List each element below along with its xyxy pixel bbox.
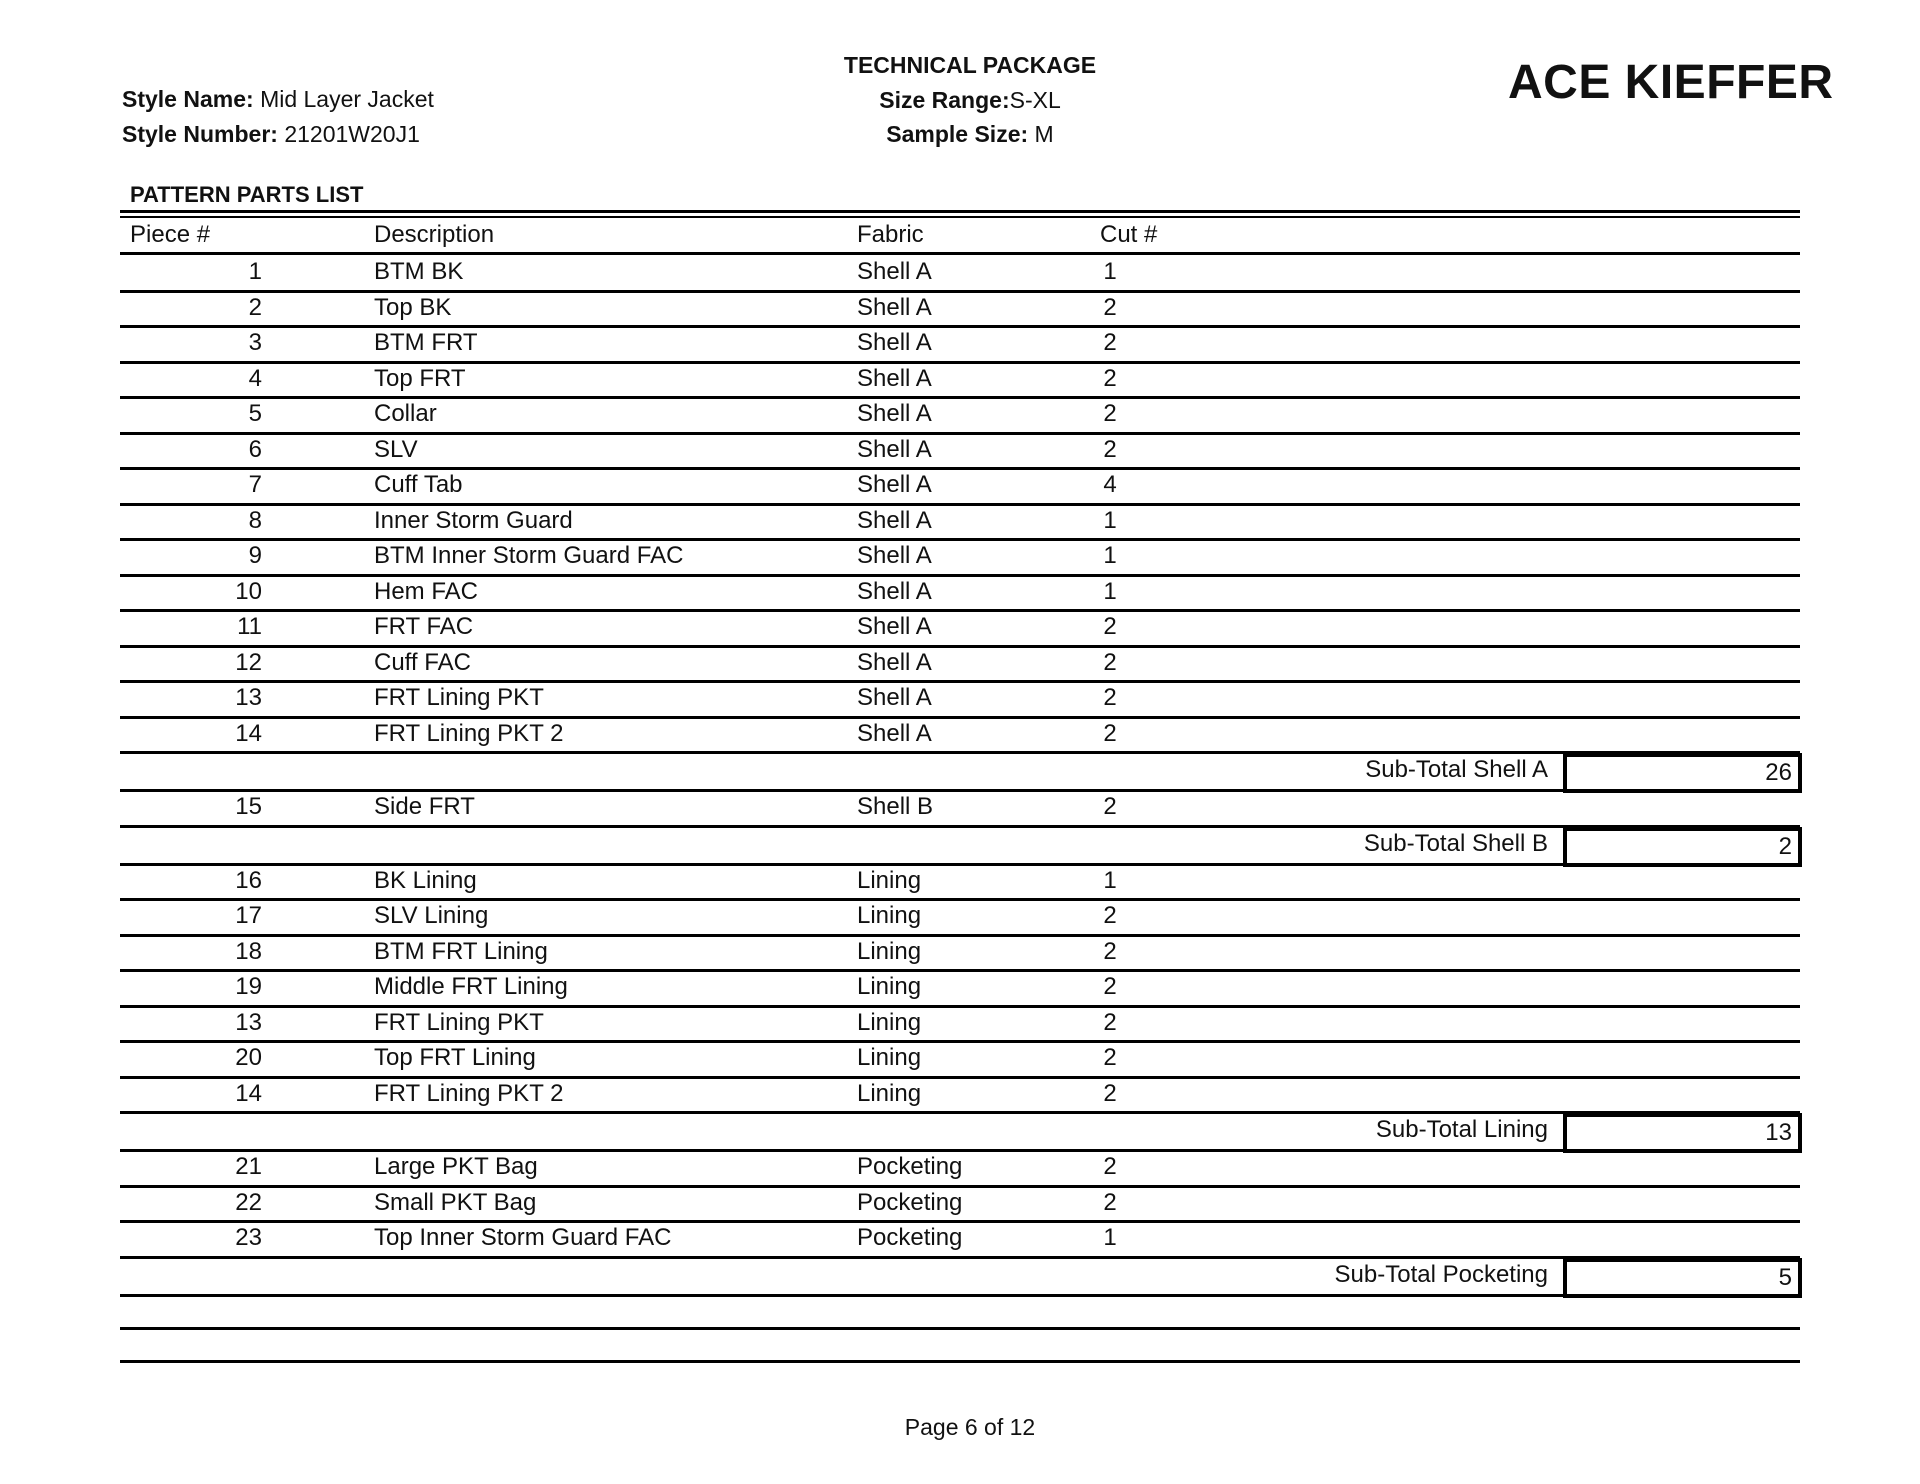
pattern-parts-table <box>120 210 1800 1340</box>
subtotal-label: Sub-Total Pocketing <box>1334 1260 1548 1288</box>
brand-logo: ACE KIEFFER <box>1508 56 1834 109</box>
piece-cell: 23 <box>235 1224 262 1251</box>
description-cell: BTM BK <box>374 258 464 285</box>
piece-cell: 9 <box>248 542 262 569</box>
table-row <box>120 539 1800 574</box>
subtotal-label: Sub-Total Shell B <box>1363 829 1548 857</box>
table-row <box>120 468 1800 503</box>
table-row <box>120 681 1800 716</box>
piece-cell: 6 <box>248 435 262 463</box>
table-row <box>120 326 1800 361</box>
cut-cell: 1 <box>1103 1224 1117 1251</box>
fabric-cell: Shell A <box>857 364 932 392</box>
table-row <box>120 1077 1800 1112</box>
style-name-value: Mid Layer Jacket <box>260 86 434 112</box>
style-number-value: 21201W20J1 <box>284 121 420 147</box>
table-row <box>120 935 1800 970</box>
piece-cell: 3 <box>248 329 262 356</box>
table-row <box>120 970 1800 1005</box>
cut-cell: 2 <box>1103 364 1117 392</box>
sample-size-label: Sample Size: <box>886 121 1029 147</box>
piece-cell: 14 <box>235 719 262 747</box>
cut-cell: 1 <box>1103 866 1117 894</box>
piece-cell: 10 <box>235 577 262 605</box>
table-row <box>120 1041 1800 1076</box>
row-rule <box>120 1360 1800 1363</box>
description-cell: Top FRT Lining <box>374 1044 536 1071</box>
table-row <box>120 433 1800 468</box>
fabric-cell: Lining <box>857 1044 922 1071</box>
description-cell: Top Inner Storm Guard FAC <box>374 1224 672 1251</box>
fabric-cell: Shell A <box>857 684 932 711</box>
subtotal-value-box <box>1563 1113 1802 1153</box>
description-cell: FRT Lining PKT <box>374 1008 544 1036</box>
table-row <box>120 899 1800 934</box>
style-name-label: Style Name: <box>122 86 254 112</box>
piece-cell: 14 <box>235 1079 262 1107</box>
cut-cell: 2 <box>1103 648 1117 676</box>
description-cell: BK Lining <box>374 866 477 894</box>
fabric-cell: Shell A <box>857 542 932 569</box>
cut-cell: 2 <box>1103 1079 1117 1107</box>
table-row <box>120 1150 1800 1185</box>
fabric-cell: Lining <box>857 1008 922 1036</box>
table-row <box>120 790 1800 825</box>
description-cell: Middle FRT Lining <box>374 973 568 1000</box>
piece-cell: 13 <box>235 1008 262 1036</box>
sample-size-line <box>0 121 1920 148</box>
subtotal-value-box <box>1563 827 1802 867</box>
description-cell: FRT Lining PKT 2 <box>374 719 564 747</box>
piece-cell: 22 <box>235 1188 262 1216</box>
subtotal-value-box <box>1563 1258 1802 1298</box>
piece-cell: 4 <box>248 364 262 392</box>
cut-cell: 1 <box>1103 506 1117 534</box>
piece-cell: 15 <box>235 793 262 820</box>
fabric-cell: Pocketing <box>857 1153 963 1180</box>
description-cell: BTM Inner Storm Guard FAC <box>374 542 684 569</box>
description-cell: Side FRT <box>374 793 475 820</box>
description-cell: Small PKT Bag <box>374 1188 537 1216</box>
size-range-label: Size Range: <box>879 87 1010 113</box>
table-row <box>120 504 1800 539</box>
description-cell: Top BK <box>374 293 452 321</box>
piece-cell: 13 <box>235 684 262 711</box>
cut-cell: 1 <box>1103 542 1117 569</box>
piece-cell: 8 <box>248 506 262 534</box>
sample-size-value: M <box>1034 121 1054 147</box>
description-cell: FRT FAC <box>374 613 474 640</box>
fabric-cell: Lining <box>857 902 922 929</box>
description-cell: Cuff Tab <box>374 471 463 498</box>
description-cell: Top FRT <box>374 364 466 392</box>
subtotal-row <box>120 1112 1800 1149</box>
piece-cell: 16 <box>235 866 262 894</box>
cut-cell: 2 <box>1103 1044 1117 1071</box>
piece-cell: 17 <box>235 902 262 929</box>
cut-cell: 2 <box>1103 613 1117 640</box>
cut-cell: 2 <box>1103 719 1117 747</box>
piece-cell: 19 <box>235 973 262 1000</box>
cut-cell: 4 <box>1103 471 1117 498</box>
column-header-cut: Cut # <box>1100 221 1158 248</box>
description-cell: BTM FRT <box>374 329 478 356</box>
fabric-cell: Shell A <box>857 506 932 534</box>
table-row <box>120 646 1800 681</box>
description-cell: BTM FRT Lining <box>374 937 548 965</box>
cut-cell: 1 <box>1103 258 1117 285</box>
description-cell: Inner Storm Guard <box>374 506 573 534</box>
description-cell: SLV Lining <box>374 902 489 929</box>
subtotal-value-box <box>1563 753 1802 793</box>
cut-cell: 2 <box>1103 329 1117 356</box>
description-cell: Large PKT Bag <box>374 1153 538 1180</box>
description-cell: Hem FAC <box>374 577 479 605</box>
cut-cell: 2 <box>1103 1153 1117 1180</box>
cut-cell: 2 <box>1103 435 1117 463</box>
fabric-cell: Shell A <box>857 293 932 321</box>
piece-cell: 7 <box>248 471 262 498</box>
doc-title: TECHNICAL PACKAGE <box>843 52 1097 78</box>
subtotal-row <box>120 826 1800 863</box>
piece-cell: 11 <box>237 613 262 640</box>
cut-cell: 2 <box>1103 902 1117 929</box>
cut-cell: 2 <box>1103 400 1117 427</box>
fabric-cell: Lining <box>857 1079 922 1107</box>
description-cell: FRT Lining PKT <box>374 684 544 711</box>
description-cell: FRT Lining PKT 2 <box>374 1079 564 1107</box>
blank-row <box>120 1328 1800 1360</box>
table-row <box>120 717 1800 752</box>
fabric-cell: Shell A <box>857 435 932 463</box>
piece-cell: 20 <box>235 1044 262 1071</box>
cut-cell: 2 <box>1103 793 1117 820</box>
table-row <box>120 1186 1800 1221</box>
piece-cell: 21 <box>235 1153 262 1180</box>
subtotal-label: Sub-Total Shell A <box>1365 756 1548 783</box>
cut-cell: 2 <box>1103 1008 1117 1036</box>
column-header-piece: Piece # <box>130 221 211 248</box>
fabric-cell: Shell A <box>857 329 932 356</box>
table-row <box>120 397 1800 432</box>
fabric-cell: Shell A <box>857 258 932 285</box>
fabric-cell: Lining <box>857 937 922 965</box>
subtotal-label: Sub-Total Lining <box>1375 1116 1548 1143</box>
page-footer: Page 6 of 12 <box>904 1414 1036 1440</box>
fabric-cell: Shell A <box>857 400 932 427</box>
cut-cell: 2 <box>1103 684 1117 711</box>
table-row <box>120 610 1800 645</box>
size-range-value: S-XL <box>1009 87 1061 113</box>
piece-cell: 18 <box>235 937 262 965</box>
piece-cell: 12 <box>235 648 262 676</box>
subtotal-row <box>120 1257 1800 1294</box>
fabric-cell: Shell A <box>857 577 932 605</box>
table-row <box>120 575 1800 610</box>
cut-cell: 2 <box>1103 293 1117 321</box>
table-row <box>120 291 1800 326</box>
description-cell: SLV <box>374 435 418 463</box>
table-top-rule-inner <box>120 216 1800 218</box>
description-cell: Cuff FAC <box>374 648 471 676</box>
table-row <box>120 362 1800 397</box>
fabric-cell: Shell A <box>857 613 932 640</box>
piece-cell: 5 <box>248 400 262 427</box>
column-header-fabric: Fabric <box>857 221 924 248</box>
table-row <box>120 1006 1800 1041</box>
piece-cell: 1 <box>248 258 262 285</box>
table-top-rule <box>120 210 1800 213</box>
cut-cell: 1 <box>1103 577 1117 605</box>
column-header-description: Description <box>374 221 495 248</box>
cut-cell: 2 <box>1103 937 1117 965</box>
blank-row <box>120 1295 1800 1327</box>
subtotal-value: 26 <box>1765 759 1792 786</box>
fabric-cell: Pocketing <box>857 1188 963 1216</box>
fabric-cell: Shell A <box>857 471 932 498</box>
subtotal-value: 5 <box>1778 1263 1792 1291</box>
fabric-cell: Lining <box>857 866 922 894</box>
table-row <box>120 255 1800 290</box>
cut-cell: 2 <box>1103 1188 1117 1216</box>
subtotal-value: 13 <box>1765 1119 1792 1146</box>
table-row <box>120 864 1800 899</box>
piece-cell: 2 <box>248 293 262 321</box>
section-title: PATTERN PARTS LIST <box>130 182 364 207</box>
style-number-label: Style Number: <box>122 121 278 147</box>
fabric-cell: Pocketing <box>857 1224 963 1251</box>
fabric-cell: Lining <box>857 973 922 1000</box>
fabric-cell: Shell A <box>857 648 932 676</box>
table-row <box>120 1221 1800 1256</box>
subtotal-row <box>120 752 1800 789</box>
subtotal-value: 2 <box>1778 832 1792 860</box>
cut-cell: 2 <box>1103 973 1117 1000</box>
fabric-cell: Shell B <box>857 793 934 820</box>
fabric-cell: Shell A <box>857 719 932 747</box>
description-cell: Collar <box>374 400 437 427</box>
